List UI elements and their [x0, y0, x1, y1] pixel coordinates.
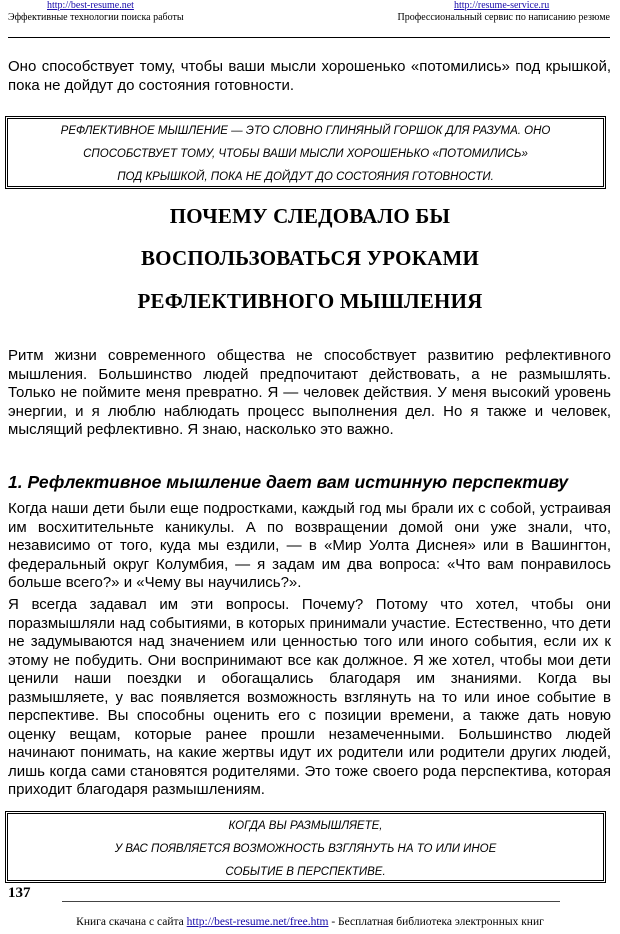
section-title: 1. Рефлективное мышление дает вам истинную перспективу — [8, 472, 569, 492]
header-right-caption: Профессиональный сервис по написанию резюме — [397, 12, 610, 23]
header-divider — [8, 37, 610, 38]
pull-quote-line: СОБЫТИЕ В ПЕРСПЕКТИВЕ. — [225, 866, 386, 878]
paragraph-questions: Я всегда задавал им эти вопросы. Почему? Потому что хотел, чтобы они поразмышляли над событиями, в которых принимали участие. Естественно, что дети не задумываются над значением или ценностью того или иного события, если их к этому не побудить. Они воспринимают все как должное. Я же хотел, чтобы мои дети ценили наши поездки и обогащались благодаря им знаниями. Когда вы размышляете, у вас появляется возможность взглянуть на то или иное событие в перспективе. Вы способны оценить его с позиции времени, а также дать новую оценку вещам, которые ранее прошли незамеченными. Большинство людей начинают понимать, на какие жертвы идут их родители или родители других людей, лишь когда сами становятся родителями. Это тоже своего рода перспектива, которая приходит благодаря размышлениям. — [8, 596, 611, 798]
footer-note — [0, 916, 620, 928]
pull-quote-line: РЕФЛЕКТИВНОЕ МЫШЛЕНИЕ — ЭТО СЛОВНО ГЛИНЯНЫЙ ГОРШОК ДЛЯ РАЗУМА. ОНО — [60, 125, 551, 137]
pull-quote-line: У ВАС ПОЯВЛЯЕТСЯ ВОЗМОЖНОСТЬ ВЗГЛЯНУТЬ НА ТО ИЛИ ИНОЕ — [114, 843, 497, 855]
pull-quote-1 — [5, 116, 606, 189]
intro-paragraph: Оно способствует тому, чтобы ваши мысли хорошенько «потомились» под крышкой, пока не дойдут до состояния готовности. — [8, 58, 611, 94]
footer-link[interactable]: http://best-resume.net/free.htm — [186, 916, 329, 928]
pull-quote-line: ПОД КРЫШКОЙ, ПОКА НЕ ДОЙДУТ ДО СОСТОЯНИЯ ГОТОВНОСТИ. — [117, 171, 494, 183]
pull-quote-2 — [5, 811, 606, 883]
pull-quote-line: КОГДА ВЫ РАЗМЫШЛЯЕТЕ, — [228, 820, 383, 832]
header-right-link[interactable]: http://resume-service.ru — [454, 0, 550, 11]
chapter-heading-line-2: ВОСПОЛЬЗОВАТЬСЯ УРОКАМИ — [140, 246, 480, 270]
paragraph-children: Когда наши дети были еще подростками, каждый год мы брали их с собой, устраивая им восхитительньте каникулы. А по возвращении домой они уже знали, что, независимо от того, куда мы ездили, — в «Мир Уолта Диснея» или в Вашингтон, федеральный округ Колумбия, — я задам им два вопроса: «Что вам понравилось больше всего?» и «Чему вы научились?». — [8, 500, 611, 591]
footer-suffix: - Бесплатная библиотека электронных книг — [328, 916, 544, 928]
pull-quote-line: СПОСОБСТВУЕТ ТОМУ, ЧТОБЫ ВАШИ МЫСЛИ ХОРОШЕНЬКО «ПОТОМИЛИСЬ» — [83, 148, 528, 160]
footer-prefix: Книга скачана с сайта — [76, 916, 187, 928]
footer-divider — [62, 901, 560, 902]
paragraph-rhythm: Ритм жизни современного общества не способствует развитию рефлективного мышления. Большинство людей предпочитают действовать, а не размышлять. Только не поймите меня превратно. Я — человек действия. У меня высокий уровень энергии, и я люблю наблюдать процесс выполнения дел. Но я также и человек, мыслящий рефлективно. Я знаю, насколько это важно. — [8, 347, 611, 438]
page-number: 137 — [8, 885, 31, 901]
header-left-link[interactable]: http://best-resume.net — [47, 0, 134, 11]
chapter-heading-line-3: РЕФЛЕКТИВНОГО МЫШЛЕНИЯ — [137, 289, 483, 313]
header-left-caption: Эффективные технологии поиска работы — [8, 12, 184, 23]
chapter-heading-line-1: ПОЧЕМУ СЛЕДОВАЛО БЫ — [169, 204, 451, 228]
